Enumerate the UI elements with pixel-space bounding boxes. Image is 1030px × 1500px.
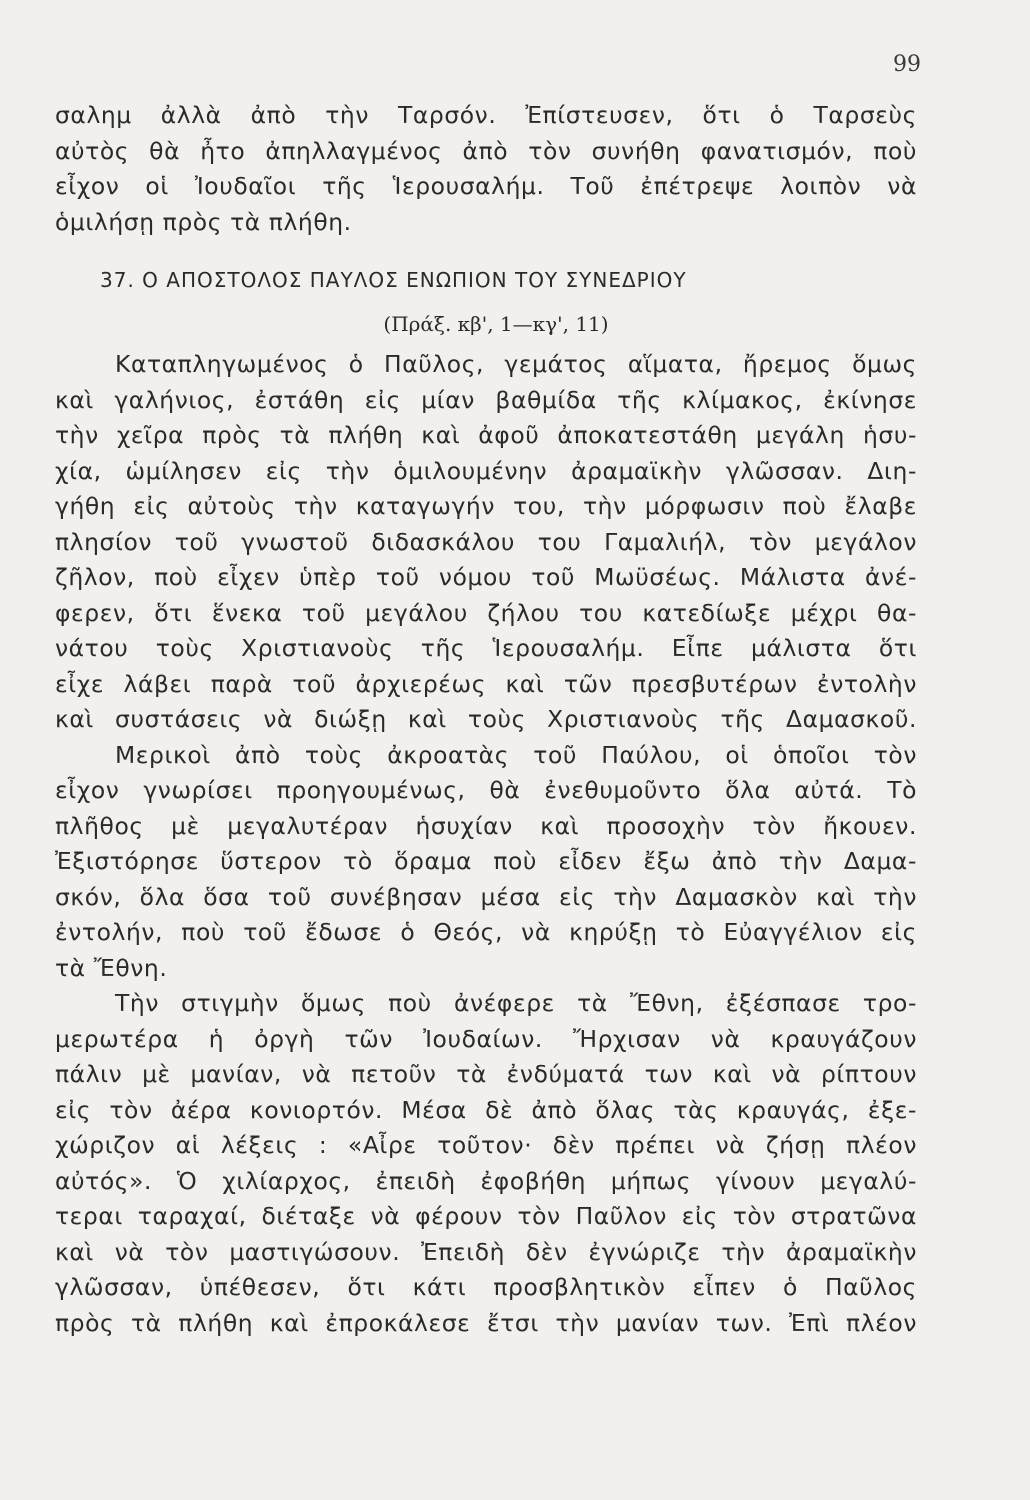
body-line: σκόν, ὅλα ὅσα τοῦ συνέβησαν μέσα εἰς τὴν Δαμασκὸν καὶ τὴν	[55, 882, 917, 911]
intro-line: σαλημ ἀλλὰ ἀπὸ τὴν Ταρσόν. Ἐπίστευσεν, ὅτι ὁ Ταρσεὺς	[55, 101, 917, 129]
body-line: τὴν χεῖρα πρὸς τὰ πλήθη καὶ ἀφοῦ ἀποκατεστάθη μεγάλη ἡσυ-	[55, 421, 917, 449]
body-line: φερεν, ὅτι ἕνεκα τοῦ μεγάλου ζήλου του κατεδίωξε μέχρι θα-	[55, 598, 917, 627]
intro-line: αὐτὸς θὰ ἦτο ἀπηλλαγμένος ἀπὸ τὸν συνήθη φανατισμόν, ποὺ	[55, 136, 917, 165]
body-line: μερωτέρα ἡ ὀργὴ τῶν Ἰουδαίων. Ἤρχισαν νὰ κραυγάζουν	[55, 1024, 917, 1053]
body-line: πλῆθος μὲ μεγαλυτέραν ἡσυχίαν καὶ προσοχὴν τὸν ἤκουεν.	[55, 811, 917, 840]
text-column	[55, 98, 917, 1341]
intro-line: εἶχον οἱ Ἰουδαῖοι τῆς Ἱερουσαλήμ. Τοῦ ἐπέτρεψε λοιπὸν νὰ	[55, 172, 917, 200]
body-line: εἶχον γνωρίσει προηγουμένως, θὰ ἐνεθυμοῦντο ὅλα αὐτά. Τὸ	[55, 776, 917, 804]
body-line: Τὴν στιγμὴν ὅμως ποὺ ἀνέφερε τὰ Ἔθνη, ἐξέσπασε τρο-	[115, 989, 917, 1017]
body-line: πρὸς τὰ πλήθη καὶ ἐπροκάλεσε ἔτσι τὴν μανίαν των. Ἐπὶ πλέον	[55, 1308, 917, 1337]
body-line: πλησίον τοῦ γνωστοῦ διδασκάλου του Γαμαλιήλ, τὸν μεγάλον	[55, 527, 917, 556]
body-line: τὰ Ἔθνη.	[55, 953, 168, 982]
body-line: νάτου τοὺς Χριστιανοὺς τῆς Ἱερουσαλήμ. Εἶπε μάλιστα ὅτι	[55, 634, 917, 662]
body-line: Μερικοὶ ἀπὸ τοὺς ἀκροατὰς τοῦ Παύλου, οἱ ὁποῖοι τὸν	[115, 740, 917, 769]
body-line: γήθη εἰς αὐτοὺς τὴν καταγωγήν του, τὴν μόρφωσιν ποὺ ἔλαβε	[55, 492, 917, 520]
body-line: ἐντολήν, ποὺ τοῦ ἔδωσε ὁ Θεός, νὰ κηρύξῃ τὸ Εὐαγγέλιον εἰς	[55, 918, 917, 946]
body-line: καὶ συστάσεις νὰ διώξῃ καὶ τοὺς Χριστιανοὺς τῆς Δαμασκοῦ.	[55, 705, 917, 733]
body-line: τεραι ταραχαί, διέταξε νὰ φέρουν τὸν Παῦλον εἰς τὸν στρατῶνα	[55, 1202, 917, 1230]
body-line: Καταπληγωμένος ὁ Παῦλος, γεμάτος αἵματα, ἤρεμος ὅμως	[115, 350, 917, 378]
body-line: Ἐξιστόρησε ὕστερον τὸ ὅραμα ποὺ εἶδεν ἔξω ἀπὸ τὴν Δαμα-	[55, 847, 917, 875]
body-line: χώριζον αἱ λέξεις : «Αἶρε τοῦτον· δὲν πρέπει νὰ ζήσῃ πλέον	[55, 1131, 917, 1159]
body-line: γλῶσσαν, ὑπέθεσεν, ὅτι κάτι προσβλητικὸν εἶπεν ὁ Παῦλος	[55, 1273, 917, 1301]
section-reference: (Πράξ. κβ', 1—κγ', 11)	[383, 312, 609, 336]
body-line: πάλιν μὲ μανίαν, νὰ πετοῦν τὰ ἐνδύματά των καὶ νὰ ρίπτουν	[55, 1060, 917, 1088]
body-line: καὶ νὰ τὸν μαστιγώσουν. Ἐπειδὴ δὲν ἐγνώριζε τὴν ἀραμαϊκὴν	[55, 1237, 917, 1266]
body-line: αὐτός». Ὁ χιλίαρχος, ἐπειδὴ ἐφοβήθη μήπως γίνουν μεγαλύ-	[55, 1166, 917, 1195]
body-line: εἰς τὸν ἀέρα κονιορτόν. Μέσα δὲ ἀπὸ ὅλας τὰς κραυγάς, ἐξε-	[55, 1095, 917, 1124]
body-line: εἶχε λάβει παρὰ τοῦ ἀρχιερέως καὶ τῶν πρεσβυτέρων ἐντολὴν	[55, 669, 917, 698]
section-heading: 37. Ο ΑΠΟΣΤΟΛΟΣ ΠΑΥΛΟΣ ΕΝΩΠΙΟΝ ΤΟΥ ΣΥΝΕΔΡΙΟΥ	[100, 268, 687, 292]
body-line: χία, ὡμίλησεν εἰς τὴν ὁμιλουμένην ἀραμαϊκὴν γλῶσσαν. Διη-	[55, 456, 917, 485]
intro-line: ὁμιλήσῃ πρὸς τὰ πλήθη.	[55, 207, 352, 236]
body-line: ζῆλον, ποὺ εἶχεν ὑπὲρ τοῦ νόμου τοῦ Μωϋσέως. Μάλιστα ἀνέ-	[55, 563, 917, 591]
body-line: καὶ γαλήνιος, ἐστάθη εἰς μίαν βαθμίδα τῆς κλίμακος, ἐκίνησε	[55, 385, 917, 414]
page-number: 99	[893, 52, 921, 77]
